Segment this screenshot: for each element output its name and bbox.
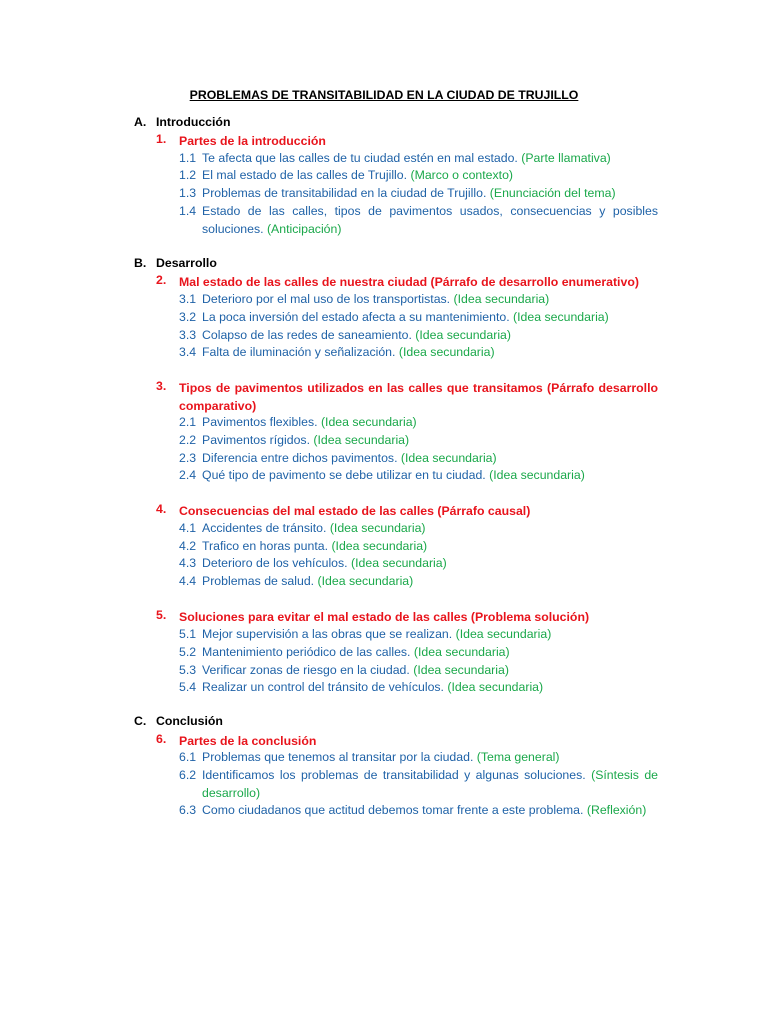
group-number: 5. bbox=[156, 608, 167, 622]
section-letter: A. bbox=[134, 115, 147, 129]
item-number: 4.3 bbox=[179, 556, 197, 570]
item-number: 2.4 bbox=[179, 468, 197, 482]
outline-item bbox=[179, 626, 658, 644]
outline-item bbox=[179, 573, 658, 591]
item-text: Pavimentos flexibles. bbox=[202, 415, 318, 429]
item-number: 4.2 bbox=[179, 539, 197, 553]
item-text: Problemas de salud. bbox=[202, 574, 315, 588]
group-text: Partes de la conclusión bbox=[179, 734, 317, 748]
item-tag: (Idea secundaria) bbox=[453, 292, 550, 306]
item-text: Como ciudadanos que actitud debemos tomar frente a este problema. bbox=[202, 803, 584, 817]
outline-item bbox=[179, 344, 658, 362]
item-number: 1.4 bbox=[179, 204, 197, 218]
section-heading-c bbox=[134, 714, 223, 728]
group-number: 1. bbox=[156, 132, 167, 146]
item-tag: (Tema general) bbox=[476, 750, 560, 764]
section-title: Introducción bbox=[156, 115, 231, 129]
item-tag: (Anticipación) bbox=[266, 221, 342, 236]
item-text: Identificamos los problemas de transitabilidad y algunas soluciones. bbox=[202, 768, 586, 782]
item-tag: (Marco o contexto) bbox=[410, 168, 513, 182]
item-text: Verificar zonas de riesgo en la ciudad. bbox=[202, 663, 410, 677]
item-number: 6.3 bbox=[179, 803, 197, 817]
group-text: Partes de la introducción bbox=[179, 134, 326, 148]
group-number: 3. bbox=[156, 379, 167, 393]
outline-item bbox=[179, 644, 658, 662]
item-text: Estado de las calles, tipos de pavimentos usados, consecuencias y posibles soluciones. bbox=[202, 204, 658, 236]
item-tag: (Idea secundaria) bbox=[351, 556, 447, 570]
item-tag: (Idea secundaria) bbox=[398, 345, 495, 359]
item-text: Problemas de transitabilidad en la ciudad de Trujillo. bbox=[202, 186, 487, 200]
item-text: Trafico en horas punta. bbox=[202, 539, 329, 553]
outline-item bbox=[179, 167, 658, 185]
section-letter: C. bbox=[134, 714, 147, 728]
outline-item bbox=[179, 414, 658, 432]
item-number: 2.1 bbox=[179, 415, 197, 429]
item-tag: (Síntesis de desarrollo) bbox=[202, 768, 659, 800]
item-number: 4.4 bbox=[179, 574, 197, 588]
item-text: Falta de iluminación y señalización. bbox=[202, 345, 396, 359]
section-heading-a bbox=[134, 115, 230, 129]
item-tag: (Reflexión) bbox=[586, 803, 647, 817]
item-number: 4.1 bbox=[179, 521, 197, 535]
item-text: La poca inversión del estado afecta a su mantenimiento. bbox=[202, 310, 510, 324]
group-number: 6. bbox=[156, 732, 167, 746]
outline-item bbox=[179, 555, 658, 573]
item-number: 3.1 bbox=[179, 292, 197, 306]
outline-item bbox=[179, 749, 658, 767]
item-tag: (Idea secundaria) bbox=[489, 468, 585, 482]
item-tag: (Idea secundaria) bbox=[317, 574, 414, 588]
group-heading-2 bbox=[156, 273, 658, 291]
item-number: 5.3 bbox=[179, 663, 197, 677]
outline-item bbox=[179, 679, 658, 697]
item-tag: (Idea secundaria) bbox=[413, 663, 509, 677]
outline-item bbox=[179, 662, 658, 680]
item-text: Accidentes de tránsito. bbox=[202, 521, 327, 535]
item-number: 3.2 bbox=[179, 310, 197, 324]
item-text: Realizar un control del tránsito de vehículos. bbox=[202, 680, 444, 694]
section-heading-b bbox=[134, 256, 217, 270]
item-tag: (Idea secundaria) bbox=[447, 680, 544, 694]
item-number: 2.2 bbox=[179, 433, 197, 447]
item-tag: (Idea secundaria) bbox=[320, 415, 417, 429]
outline-item bbox=[179, 520, 658, 538]
outline-item bbox=[179, 291, 658, 309]
item-text: Colapso de las redes de saneamiento. bbox=[202, 328, 412, 342]
outline-item bbox=[179, 802, 658, 820]
outline-item bbox=[179, 309, 658, 327]
group-text: Consecuencias del mal estado de las calles (Párrafo causal) bbox=[179, 504, 531, 518]
group-number: 4. bbox=[156, 502, 167, 516]
item-text: Diferencia entre dichos pavimentos. bbox=[202, 451, 398, 465]
item-tag: (Idea secundaria) bbox=[331, 539, 428, 553]
item-number: 3.3 bbox=[179, 328, 197, 342]
outline-item bbox=[179, 467, 658, 485]
item-number: 5.1 bbox=[179, 627, 197, 641]
outline-item bbox=[179, 538, 658, 556]
item-text: Deterioro por el mal uso de los transportistas. bbox=[202, 292, 451, 306]
item-tag: (Parte llamativa) bbox=[521, 151, 611, 165]
group-heading-6 bbox=[156, 732, 658, 750]
item-number: 6.2 bbox=[179, 768, 197, 782]
item-tag: (Idea secundaria) bbox=[329, 521, 426, 535]
item-text: Deterioro de los vehículos. bbox=[202, 556, 348, 570]
group-heading-5 bbox=[156, 608, 658, 626]
section-letter: B. bbox=[134, 256, 147, 270]
section-title: Conclusión bbox=[156, 714, 223, 728]
outline-item bbox=[179, 203, 658, 238]
item-number: 3.4 bbox=[179, 345, 197, 359]
item-text: Mantenimiento periódico de las calles. bbox=[202, 645, 411, 659]
item-tag: (Idea secundaria) bbox=[513, 310, 609, 324]
document-title: PROBLEMAS DE TRANSITABILIDAD EN LA CIUDAD DE TRUJILLO bbox=[189, 88, 579, 102]
item-number: 2.3 bbox=[179, 451, 197, 465]
outline-item bbox=[179, 432, 658, 450]
group-text: Tipos de pavimentos utilizados en las calles que transitamos (Párrafo desarrollo comparativo) bbox=[179, 381, 658, 413]
item-tag: (Idea secundaria) bbox=[415, 328, 511, 342]
group-heading-1 bbox=[156, 132, 658, 150]
item-number: 1.3 bbox=[179, 186, 197, 200]
group-text: Soluciones para evitar el mal estado de las calles (Problema solución) bbox=[179, 610, 590, 624]
item-tag: (Enunciación del tema) bbox=[489, 186, 616, 200]
item-text: Te afecta que las calles de tu ciudad estén en mal estado. bbox=[202, 151, 518, 165]
group-text: Mal estado de las calles de nuestra ciudad (Párrafo de desarrollo enumerativo) bbox=[179, 275, 639, 289]
section-title: Desarrollo bbox=[156, 256, 217, 270]
item-text: Qué tipo de pavimento se debe utilizar en tu ciudad. bbox=[202, 468, 486, 482]
outline-item bbox=[179, 150, 658, 168]
item-tag: (Idea secundaria) bbox=[313, 433, 410, 447]
item-number: 5.2 bbox=[179, 645, 197, 659]
item-text: Pavimentos rígidos. bbox=[202, 433, 310, 447]
outline-item bbox=[179, 185, 658, 203]
item-number: 6.1 bbox=[179, 750, 197, 764]
outline-item bbox=[179, 767, 658, 802]
item-text: Problemas que tenemos al transitar por la ciudad. bbox=[202, 750, 474, 764]
item-text: Mejor supervisión a las obras que se realizan. bbox=[202, 627, 453, 641]
group-heading-4 bbox=[156, 502, 658, 520]
item-number: 1.1 bbox=[179, 151, 197, 165]
item-number: 1.2 bbox=[179, 168, 197, 182]
group-heading-3 bbox=[156, 379, 658, 415]
item-text: El mal estado de las calles de Trujillo. bbox=[202, 168, 408, 182]
item-tag: (Idea secundaria) bbox=[413, 645, 510, 659]
item-tag: (Idea secundaria) bbox=[455, 627, 552, 641]
item-tag: (Idea secundaria) bbox=[400, 451, 497, 465]
item-number: 5.4 bbox=[179, 680, 197, 694]
outline-item bbox=[179, 450, 658, 468]
outline-item bbox=[179, 327, 658, 345]
group-number: 2. bbox=[156, 273, 167, 287]
